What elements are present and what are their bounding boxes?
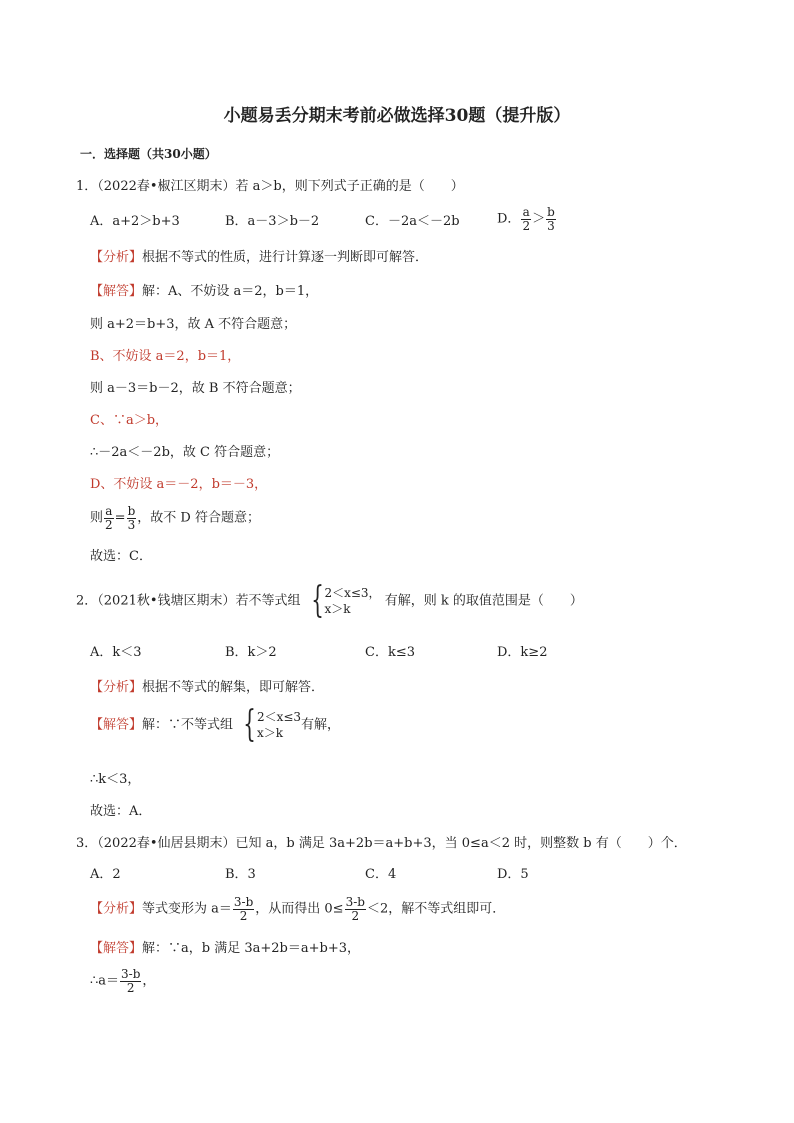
answer-line: 【解答】解：∵不等式组 { 2＜x≤3 x＞k 有解， xyxy=(90,704,341,745)
analysis: 【分析】根据不等式的性质，进行计算逐一判断即可解答． xyxy=(90,250,429,265)
answer-line: 则 a+2＝b+3，故 A 不符合题意； xyxy=(90,317,297,332)
option-b: B．k＞2 xyxy=(225,645,277,660)
fraction: $\frac{3-b}{2}$ xyxy=(345,895,365,923)
question-2: 2．（2021秋•钱塘区期末）若不等式组 { 2＜x≤3， x＞k 有解，则 k 的取值范围是（ ） xyxy=(76,580,583,621)
page-title: 小题易丢分期末考前必做选择30题（提升版） xyxy=(223,106,571,126)
option-d: D．5 xyxy=(497,867,529,882)
section-heading: 一．选择题（共30小题） xyxy=(80,147,217,161)
option-b: B．3 xyxy=(225,867,256,882)
fraction: $\frac{a}{2}$ xyxy=(105,504,113,532)
fraction: $\frac{b}{3}$ xyxy=(127,504,136,532)
answer-line: ∴k＜3， xyxy=(90,772,141,787)
option-a: A．a+2＞b+3 xyxy=(90,214,180,229)
inequality-system: 2＜x≤3， x＞k xyxy=(324,585,381,616)
analysis: 【分析】根据不等式的解集，即可解答． xyxy=(90,680,325,695)
option-d: D．k≥2 xyxy=(497,645,548,660)
fraction: $\frac{3-b}{2}$ xyxy=(233,895,254,923)
answer-line: 【解答】解：∵a，b 满足 3a+2b＝a+b+3， xyxy=(90,941,360,956)
answer-tag: 【解答】 xyxy=(90,284,143,299)
answer-line: 【解答】解：A、不妨设 a＝2，b＝1， xyxy=(90,284,319,299)
answer-line: 则 a－3＝b－2，故 B 不符合题意； xyxy=(90,381,301,396)
answer-line: C、∵a＞b， xyxy=(90,413,169,428)
option-c: C．4 xyxy=(365,867,397,882)
option-c: C．－2a＜－2b xyxy=(365,214,460,229)
question-source: （2022春•椒江区期末） xyxy=(97,179,236,194)
option-a: A．k＜3 xyxy=(90,645,142,660)
answer-choice: 故选：A． xyxy=(90,804,152,819)
fraction: $\frac{3-b}{2}$ xyxy=(121,967,141,995)
question-1 xyxy=(76,180,464,193)
question-3: 3．（2022春•仙居县期末）已知 a，b 满足 3a+2b＝a+b+3，当 0≤a＜2 时，则整数 b 有（ ）个． xyxy=(76,836,687,851)
answer-line: B、不妨设 a＝2，b＝1， xyxy=(90,349,241,364)
option-a: A．2 xyxy=(90,867,121,882)
answer-line: 则 $\frac{a}{2}$ = $\frac{b}{3}$ ，故不 D 符合题意； xyxy=(90,504,260,532)
question-stem: 若 a＞b，则下列式子正确的是（ ） xyxy=(235,179,464,194)
question-number: 1． xyxy=(76,179,98,194)
option-d: D． $\frac{a}{2}$ ＞ $\frac{b}{3}$ xyxy=(497,205,555,233)
fraction: $\frac{a}{2}$ xyxy=(522,205,531,233)
answer-line: ∴－2a＜－2b，故 C 符合题意； xyxy=(90,445,280,460)
answer-line: ∴a＝ $\frac{3-b}{2}$ ， xyxy=(90,967,156,995)
answer-choice: 故选：C． xyxy=(90,549,152,564)
option-c: C．k≤3 xyxy=(365,645,415,660)
option-b: B．a－3＞b－2 xyxy=(225,214,320,229)
inequality-system: 2＜x≤3 x＞k xyxy=(256,709,302,740)
fraction: $\frac{b}{3}$ xyxy=(547,205,555,233)
analysis-tag: 【分析】 xyxy=(90,250,143,265)
analysis: 【分析】等式变形为 a＝ $\frac{3-b}{2}$ ，从而得出 0≤ $\frac{3-b}{2}$ ＜2，解不等式组即可． xyxy=(90,895,506,923)
answer-line: D、不妨设 a＝－2，b＝－3， xyxy=(90,477,268,492)
